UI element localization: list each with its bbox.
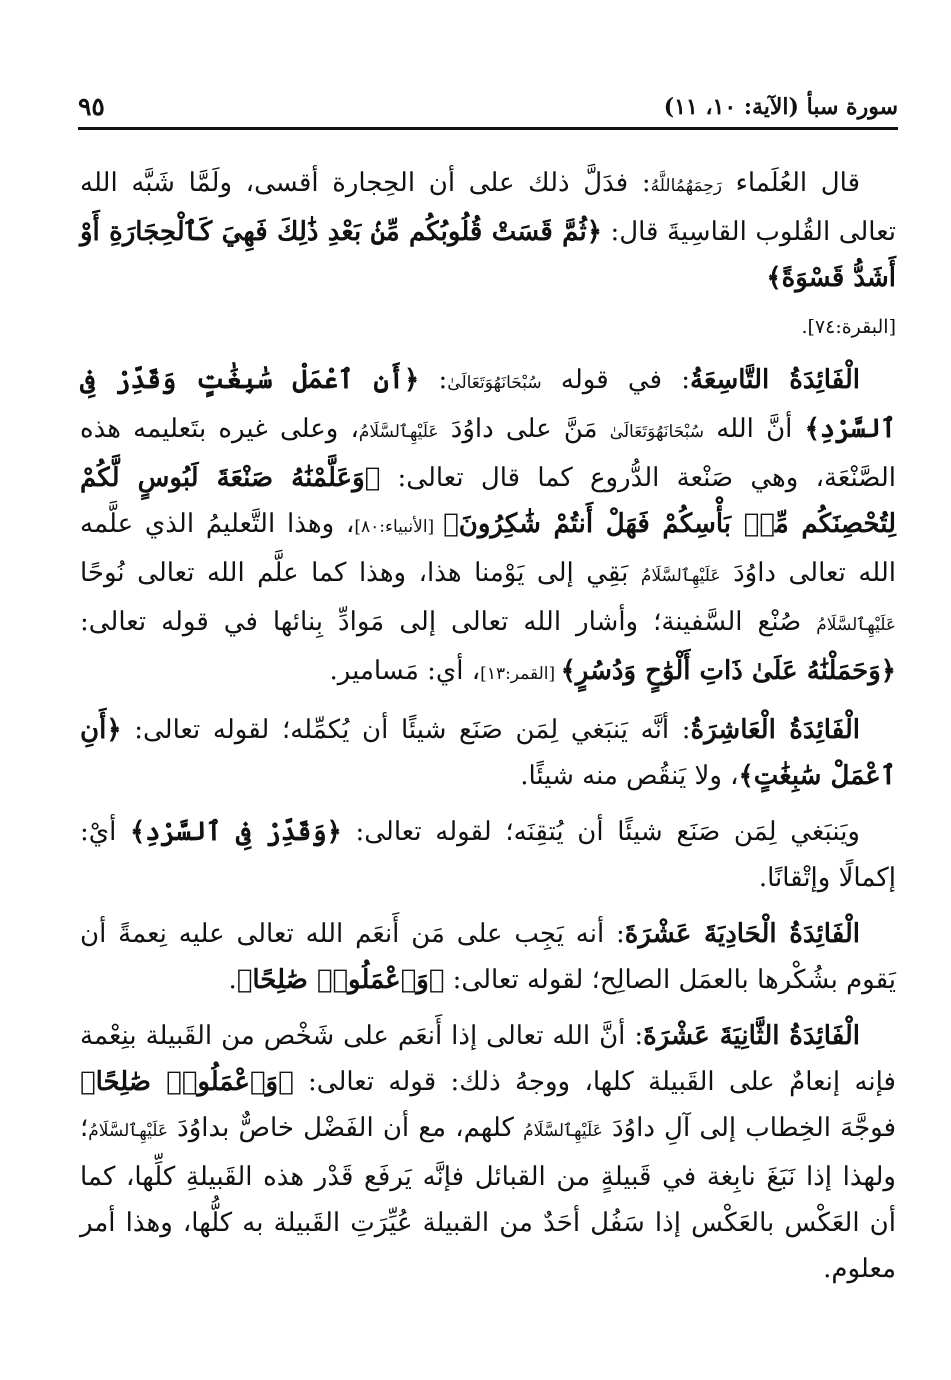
text-run: : bbox=[419, 365, 448, 395]
honorific: سُبْحَانَهُوَتَعَالَىٰ bbox=[447, 373, 542, 393]
quran-verse: ﴿وَحَمَلْنَٰهُ عَلَىٰ ذَاتِ أَلْوَٰحٍ وَدُسُرٍ﴾ bbox=[560, 656, 896, 686]
verse-reference: [القمر:١٣] bbox=[480, 664, 561, 684]
benefit-heading: الْفَائِدَةُ الثَّانِيَةَ عَشْرَةَ bbox=[643, 1021, 860, 1051]
page-number: ٩٥ bbox=[78, 92, 105, 121]
page-body bbox=[80, 160, 896, 1302]
text-run: [البقرة:٧٤]. bbox=[801, 316, 896, 338]
running-head-surah: سورة سبأ (الآية: ١٠، ١١) bbox=[663, 94, 898, 120]
text-run: ، أي: مَسامير. bbox=[329, 656, 481, 686]
text-run: ، ولا يَنقُص منه شيئًا. bbox=[520, 761, 739, 791]
text-run: فوجَّهَ الخِطاب إلى آلِ داوُدَ bbox=[602, 1113, 896, 1143]
paragraph-benefit-10 bbox=[80, 707, 896, 799]
text-run: مَنَّ على داوُدَ bbox=[438, 414, 610, 444]
text-run: أنَّ الله bbox=[704, 414, 805, 444]
paragraph bbox=[80, 809, 896, 901]
quran-verse: ﴿أَنِ ٱعْمَلْ سَٰبِغَٰتٍ﴾ bbox=[80, 715, 896, 791]
benefit-heading: الْفَائِدَةُ الْعَاشِرَةُ bbox=[690, 715, 860, 745]
text-run: : أنَّ الله تعالى إذا أَنعَم على شَخْص من القَبيلة بنِعْمة فإنه إنعامٌ على القَبيلة كلها، ووجهُ ذلك: قوله تعالى: bbox=[80, 1021, 896, 1097]
quran-verse: ﴿وَعَلَّمْنَٰهُ صَنْعَةَ لَبُوسٍ لَّكُمْ لِتُحْصِنَكُم مِّنۢ بَأْسِكُمْ فَهَلْ أَنتُمْ شَٰكِرُونَ﴾ bbox=[80, 463, 896, 539]
text-run: كلهم، مع أن الفَضْل خاصٌّ بداوُدَ bbox=[167, 1113, 524, 1143]
honorific: عَلَيْهِٱلسَّلَامُ bbox=[640, 566, 721, 586]
text-run: : فدَلَّ ذلك على أن الحِجارة أقسى، ولَمَّا شَبَّه الله تعالى القُلوب القاسِيةَ قال: bbox=[80, 168, 896, 247]
text-run: قال العُلَماء bbox=[721, 168, 860, 198]
honorific: عَلَيْهِٱلسَّلَامُ bbox=[816, 615, 896, 635]
text-run: صُنْع السَّفينة؛ وأشار الله تعالى إلى مَوادِّ بِنائها في قوله تعالى: bbox=[80, 607, 817, 637]
benefit-heading: الْفَائِدَةُ الْحَادِيَةَ عَشْرَةَ bbox=[624, 919, 860, 949]
paragraph-benefit-11 bbox=[80, 911, 896, 1003]
paragraph-benefit-12 bbox=[80, 1013, 896, 1292]
text-run: ويَنبَغي لِمَن صَنَع شيئًا أن يُتقِنَه؛ لقوله تعالى: bbox=[341, 817, 860, 847]
honorific: عَلَيْهِٱلسَّلَامُ bbox=[88, 1121, 168, 1141]
quran-verse: ﴿ثُمَّ قَسَتْ قُلُوبُكُم مِّنۢ بَعْدِ ذَٰلِكَ فَهِيَ كَٱلْحِجَارَةِ أَوْ أَشَدُّ قَسْوَةً﴾ bbox=[80, 217, 896, 293]
text-run: : في قوله bbox=[541, 365, 691, 395]
text-run: ، وهذا التَّعليمُ الذي علَّمه الله تعالى داوُدَ bbox=[80, 509, 897, 588]
paragraph bbox=[80, 160, 896, 301]
quran-verse: ﴿أَنِ ٱعْمَلْ سَٰبِغَٰتٍ وَقَدِّرْ فِى ٱلسَّرْدِ﴾ bbox=[80, 365, 896, 444]
honorific: عَلَيْهِٱلسَّلَامُ bbox=[523, 1121, 603, 1141]
honorific: عَلَيْهِٱلسَّلَامُ bbox=[358, 422, 439, 442]
page-header bbox=[78, 92, 898, 128]
text-run: . bbox=[228, 965, 237, 995]
text-run: ؛ ولهذا إذا نَبَغَ نابِغة في قَبيلةٍ من القبائل فإنَّه يَرفَع قَدْر هذه القَبيلةِ كلِّها، كما أن العَكْس بالعَكْس إذا سَفُل أحَدٌ من القبيلة عُيِّرَتِ القَبيلة به كلُّها، وهذا أمر معلوم. bbox=[80, 1113, 896, 1284]
text-run: ، وعلى غيره بتَعليمه هذه الصَّنْعَة، وهي صَنْعة الدُّروع كما قال تعالى: bbox=[80, 414, 896, 493]
quran-verse: ﴿وَٱعْمَلُوا۟ صَٰلِحًا﴾ bbox=[236, 965, 445, 995]
verse-reference: [الأنبياء:٨٠] bbox=[354, 517, 444, 537]
verse-reference-line bbox=[80, 307, 896, 347]
honorific: رَحِمَهُمُاللَّهُ bbox=[650, 176, 722, 196]
header-rule bbox=[78, 127, 898, 130]
paragraph-benefit-9 bbox=[80, 357, 896, 697]
text-run: : أنَّه يَنبَغي لِمَن صَنَع شيئًا أن يُكمِّله؛ لقوله تعالى: bbox=[121, 715, 691, 745]
benefit-heading: الْفَائِدَةُ التَّاسِعَةُ bbox=[690, 365, 860, 395]
honorific: سُبْحَانَهُوَتَعَالَىٰ bbox=[609, 422, 705, 442]
quran-verse: ﴿وَقَدِّرْ فِى ٱلسَّرْدِ﴾ bbox=[130, 817, 342, 847]
text-run: : أنه يَجِب على مَن أَنعَم الله تعالى عليه نِعمةً أن يَقوم بشُكْرها بالعمَل الصالِح؛ لقوله تعالى: bbox=[80, 919, 896, 995]
text-run: بَقِي إلى يَوْمنا هذا، وهذا كما علَّم الله تعالى نُوحًا bbox=[80, 558, 641, 588]
text-run: أيْ: إكمالًا وإتْقانًا. bbox=[80, 817, 896, 893]
quran-verse: ﴿وَٱعْمَلُوا۟ صَٰلِحًا﴾ bbox=[80, 1067, 294, 1097]
